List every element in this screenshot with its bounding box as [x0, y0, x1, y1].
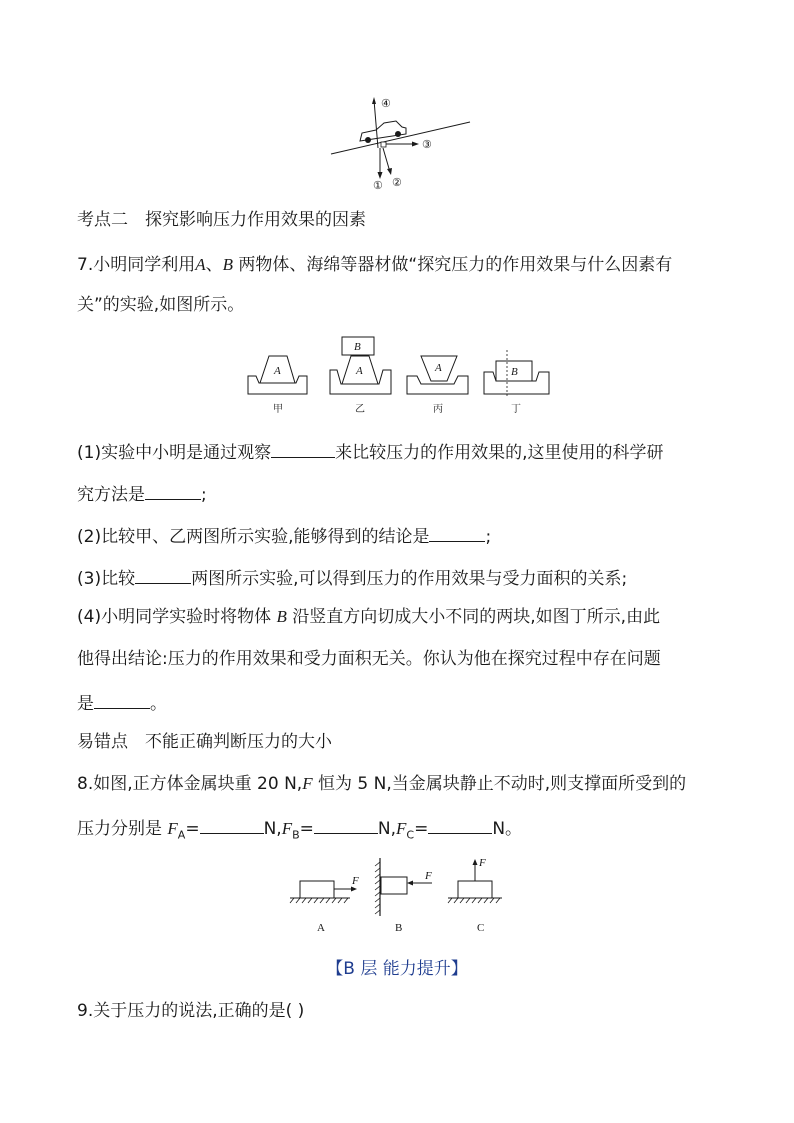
- panel-ding: [484, 350, 549, 415]
- q7-blank-3[interactable]: [429, 523, 485, 542]
- q7-sep: 、: [205, 255, 223, 275]
- block-b-label-ding: B: [511, 366, 518, 378]
- caption-jia: 甲: [273, 404, 283, 415]
- easy-error-title: 易错点 不能正确判断压力的大小: [77, 732, 332, 752]
- q7-p3-b: 两图所示实验,可以得到压力的作用效果与受力面积的关系;: [191, 569, 628, 589]
- caption-bing: 丙: [433, 404, 443, 415]
- label-2: ②: [392, 177, 402, 189]
- q7-p1-c: 究方法是: [77, 485, 145, 505]
- q8-blank-a[interactable]: [200, 815, 264, 834]
- block-a-label-yi: A: [356, 365, 363, 377]
- caption-b: B: [395, 922, 403, 934]
- arrow-1-head: [378, 172, 383, 179]
- label-3: ③: [422, 139, 432, 151]
- block-a-label-bing: A: [435, 362, 442, 374]
- q7-p1-b: 来比较压力的作用效果的,这里使用的科学研: [335, 443, 664, 463]
- section-title-2: 考点二 探究影响压力作用效果的因素: [77, 210, 366, 230]
- q8-unit-b: N,: [377, 819, 397, 839]
- q7-part1-line2: [77, 481, 207, 506]
- block-b-label-yi: B: [354, 341, 361, 353]
- q7-p2-a: (2)比较甲、乙两图所示实验,能够得到的结论是: [77, 527, 430, 547]
- arrow-4-head: [372, 97, 376, 104]
- q8-blank-c[interactable]: [428, 815, 492, 834]
- q7-line2: 关”的实验,如图所示。: [77, 295, 245, 315]
- q7-part2: [77, 523, 491, 548]
- panel-jia: [248, 356, 307, 415]
- block-scenario-a: [300, 881, 334, 898]
- q8-text-a: 8.如图,正方体金属块重 20 N,: [77, 774, 303, 794]
- q7-part4-line3: [77, 690, 167, 715]
- q8-line2: [77, 815, 522, 846]
- q8-var-f: F: [302, 774, 313, 793]
- force-label-a: F: [352, 875, 359, 887]
- q7-var-a: A: [195, 255, 206, 274]
- q7-p4-d: 是: [77, 694, 94, 714]
- q7-p4-a: (4)小明同学实验时将物体: [77, 607, 277, 627]
- q7-part4-line2: 他得出结论:压力的作用效果和受力面积无关。你认为他在探究过程中存在问题: [77, 649, 661, 669]
- force-scenarios-svg: [288, 854, 508, 938]
- force-label-c: F: [479, 857, 486, 869]
- q8-fb: F: [281, 819, 293, 838]
- q8-text-b: 恒为 5 N,当金属块静止不动时,则支撑面所受到的: [312, 774, 687, 794]
- scenario-c: [448, 857, 502, 934]
- arrow-3-head: [412, 142, 419, 147]
- q8-blank-b[interactable]: [314, 815, 378, 834]
- sponge-experiment-svg: [245, 334, 555, 418]
- q7-p1-d: ;: [201, 485, 207, 505]
- car-incline-figure: [328, 94, 478, 194]
- q8-fc: F: [396, 819, 407, 838]
- q7-part4-line1: [77, 606, 660, 628]
- q8-eq-a: =: [185, 819, 200, 839]
- q9-text: 9.关于压力的说法,正确的是( ): [77, 1001, 305, 1021]
- sponge-experiment-figure: [245, 334, 555, 418]
- q7-blank-1[interactable]: [271, 439, 335, 458]
- caption-a: A: [317, 922, 325, 934]
- q8-unit-c: N。: [492, 819, 523, 839]
- caption-yi: 乙: [355, 404, 365, 415]
- scenario-a: [290, 875, 359, 934]
- q7-blank-4[interactable]: [135, 565, 191, 584]
- car-incline-svg: [328, 94, 478, 194]
- label-1: ①: [373, 180, 383, 192]
- q7-part1-line1: [77, 439, 664, 464]
- caption-ding: 丁: [511, 404, 521, 415]
- q8-fa: F: [167, 819, 178, 838]
- caption-c: C: [477, 922, 485, 934]
- scenario-b: [375, 858, 432, 934]
- q7-p4-b: 沿竖直方向切成大小不同的两块,如图丁所示,由此: [286, 607, 661, 627]
- car-shape: [360, 121, 406, 143]
- force-label-b: F: [425, 870, 432, 882]
- q7-text-a: 7.小明同学利用: [77, 255, 196, 275]
- q8-eq-c: =: [414, 819, 429, 839]
- q7-p2-b: ;: [485, 527, 492, 547]
- q8-eq-b: =: [299, 819, 314, 839]
- q7-text-b: 两物体、海绵等器材做“探究压力的作用效果与什么因素有: [233, 255, 673, 275]
- arrow-2: [383, 148, 390, 172]
- q7-blank-2[interactable]: [145, 481, 201, 500]
- q8-unit-a: N,: [263, 819, 282, 839]
- q7-p3-a: (3)比较: [77, 569, 136, 589]
- label-4: ④: [381, 98, 391, 110]
- arrow-2-head: [387, 168, 392, 175]
- block-scenario-c: [458, 881, 492, 898]
- q7-blank-5[interactable]: [94, 690, 150, 709]
- q7-var-b: B: [222, 255, 234, 274]
- q7-part3: [77, 565, 627, 590]
- block-a-label-jia: A: [274, 365, 281, 377]
- q8-line1: [77, 773, 686, 795]
- q7-line1: [77, 254, 672, 276]
- q8-sub-c: C: [406, 828, 415, 842]
- q7-p1-a: (1)实验中小明是通过观察: [77, 443, 272, 463]
- q8-sub-b: B: [292, 828, 300, 842]
- panel-yi: [330, 337, 391, 415]
- force-scenarios-figure: [288, 854, 508, 938]
- block-scenario-b: [381, 877, 407, 894]
- panel-bing: [407, 356, 468, 415]
- force-point: [381, 142, 386, 147]
- q8-text-c: 压力分别是: [77, 819, 168, 839]
- layer-b-title: 【B 层 能力提升】: [326, 959, 468, 979]
- q7-p4-var: B: [276, 607, 287, 626]
- arrow-4: [374, 100, 378, 148]
- q8-sub-a: A: [177, 828, 186, 842]
- q7-p4-e: 。: [150, 694, 167, 714]
